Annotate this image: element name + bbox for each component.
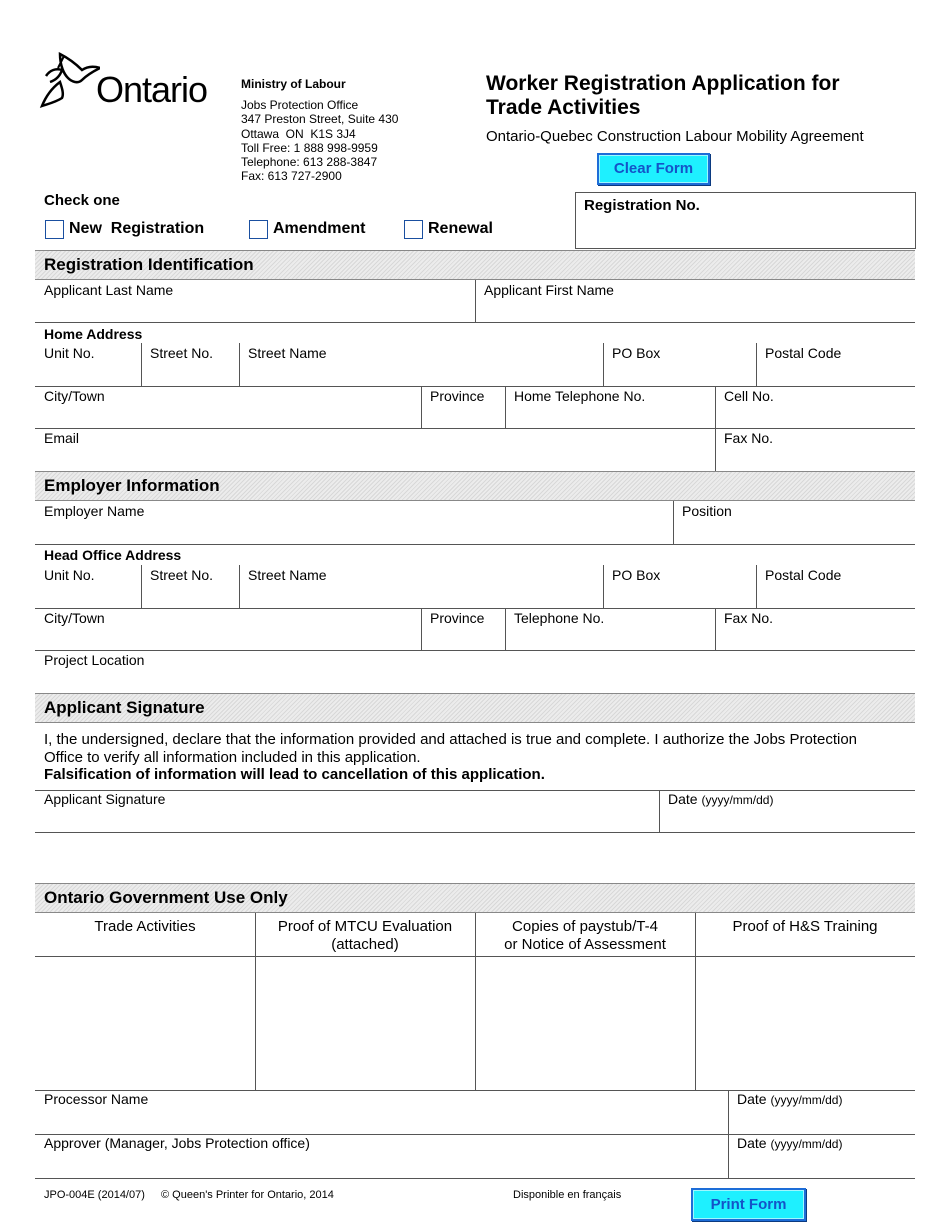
approver-date-label — [737, 1135, 842, 1151]
applicant-first-name-label: Applicant First Name — [484, 282, 614, 298]
office-street-name-label: Street Name — [248, 567, 327, 583]
col-mtcu-evaluation — [255, 918, 475, 954]
copyright: © Queen's Printer for Ontario, 2014 — [161, 1189, 334, 1201]
office-telephone-label: Telephone No. — [514, 610, 605, 626]
home-province-label: Province — [430, 388, 485, 404]
government-section-header: Ontario Government Use Only — [35, 883, 915, 913]
office-line: Jobs Protection Office — [241, 98, 359, 112]
signature-date-label — [668, 791, 773, 807]
office-unit-no-label: Unit No. — [44, 567, 95, 583]
office-line: 347 Preston Street, Suite 430 — [241, 112, 399, 127]
home-unit-no-label: Unit No. — [44, 345, 95, 361]
registration-no-box[interactable] — [575, 192, 916, 249]
office-postal-code-label: Postal Code — [765, 567, 842, 583]
form-title — [486, 72, 840, 120]
home-postal-code-label: Postal Code — [765, 345, 842, 361]
renewal-label: Renewal — [428, 220, 493, 237]
signature-section-header: Applicant Signature — [35, 693, 915, 723]
home-city-label: City/Town — [44, 388, 105, 404]
head-office-heading: Head Office Address — [44, 547, 182, 563]
renewal-checkbox[interactable] — [404, 220, 423, 239]
ontario-logo — [38, 48, 218, 110]
office-street-no-label: Street No. — [150, 567, 214, 583]
form-id: JPO-004E (2014/07) — [44, 1189, 145, 1201]
applicant-signature-label: Applicant Signature — [44, 791, 166, 807]
home-address-heading: Home Address — [44, 326, 143, 342]
employer-name-label: Employer Name — [44, 503, 145, 519]
print-form-button[interactable]: Print Form — [691, 1188, 806, 1221]
col-line: or Notice of Assessment — [504, 936, 666, 953]
office-address — [241, 98, 398, 184]
applicant-last-name-label: Applicant Last Name — [44, 282, 174, 298]
processor-date-label — [737, 1091, 842, 1107]
processor-name-label: Processor Name — [44, 1091, 149, 1107]
registration-no-label: Registration No. — [584, 197, 700, 214]
approver-label: Approver (Manager, Jobs Protection office) — [44, 1135, 310, 1151]
office-line: Ottawa ON K1S 3J4 — [241, 126, 356, 141]
date-format: (yyyy/mm/dd) — [701, 793, 774, 807]
col-hs-training: Proof of H&S Training — [732, 918, 878, 935]
col-paystub — [475, 918, 695, 954]
home-po-box-label: PO Box — [612, 345, 661, 361]
form-subtitle: Ontario-Quebec Construction Labour Mobility Agreement — [486, 128, 864, 145]
home-street-no-label: Street No. — [150, 345, 214, 361]
date-format: (yyyy/mm/dd) — [770, 1093, 843, 1107]
office-po-box-label: PO Box — [612, 567, 661, 583]
office-line: Fax: 613 727-2900 — [241, 169, 342, 184]
employer-section-header: Employer Information — [35, 471, 915, 501]
date-word: Date — [737, 1091, 767, 1107]
office-city-label: City/Town — [44, 610, 105, 626]
office-line: Telephone: 613 288-3847 — [241, 155, 378, 170]
project-location-label: Project Location — [44, 652, 145, 668]
col-line: (attached) — [331, 936, 399, 953]
declaration-line: Office to verify all information included in this application. — [44, 748, 421, 766]
declaration-line: I, the undersigned, declare that the information provided and attached is true and complete. I authorize the Jobs Protection — [44, 731, 858, 748]
date-word: Date — [668, 791, 698, 807]
home-telephone-label: Home Telephone No. — [514, 388, 646, 404]
col-line: Copies of paystub/T-4 — [512, 918, 658, 935]
check-one-heading: Check one — [44, 192, 120, 209]
trillium-icon — [38, 48, 100, 110]
position-label: Position — [682, 503, 732, 519]
date-word: Date — [737, 1135, 767, 1151]
ministry-name: Ministry of Labour — [241, 77, 346, 91]
amendment-checkbox[interactable] — [249, 220, 268, 239]
clear-form-button[interactable]: Clear Form — [597, 153, 710, 185]
date-format: (yyyy/mm/dd) — [770, 1137, 843, 1151]
office-line: Toll Free: 1 888 998-9959 — [241, 140, 378, 155]
cell-no-label: Cell No. — [724, 388, 774, 404]
falsification-warning: Falsification of information will lead to cancellation of this application. — [44, 766, 545, 783]
french-availability: Disponible en français — [513, 1189, 622, 1201]
office-province-label: Province — [430, 610, 485, 626]
home-street-name-label: Street Name — [248, 345, 327, 361]
col-trade-activities: Trade Activities — [94, 918, 196, 935]
office-fax-label: Fax No. — [724, 610, 774, 626]
logo-wordmark: Ontario — [96, 69, 208, 110]
col-line: Proof of MTCU Evaluation — [277, 918, 453, 935]
new-registration-label: New Registration — [69, 220, 205, 237]
amendment-label: Amendment — [273, 220, 366, 237]
email-label: Email — [44, 430, 80, 446]
form-title-line: Worker Registration Application for — [486, 72, 840, 95]
home-fax-label: Fax No. — [724, 430, 774, 446]
declaration-text — [44, 731, 857, 784]
form-title-line: Trade Activities — [486, 96, 641, 119]
registration-section-header: Registration Identification — [35, 250, 915, 280]
new-registration-checkbox[interactable] — [45, 220, 64, 239]
